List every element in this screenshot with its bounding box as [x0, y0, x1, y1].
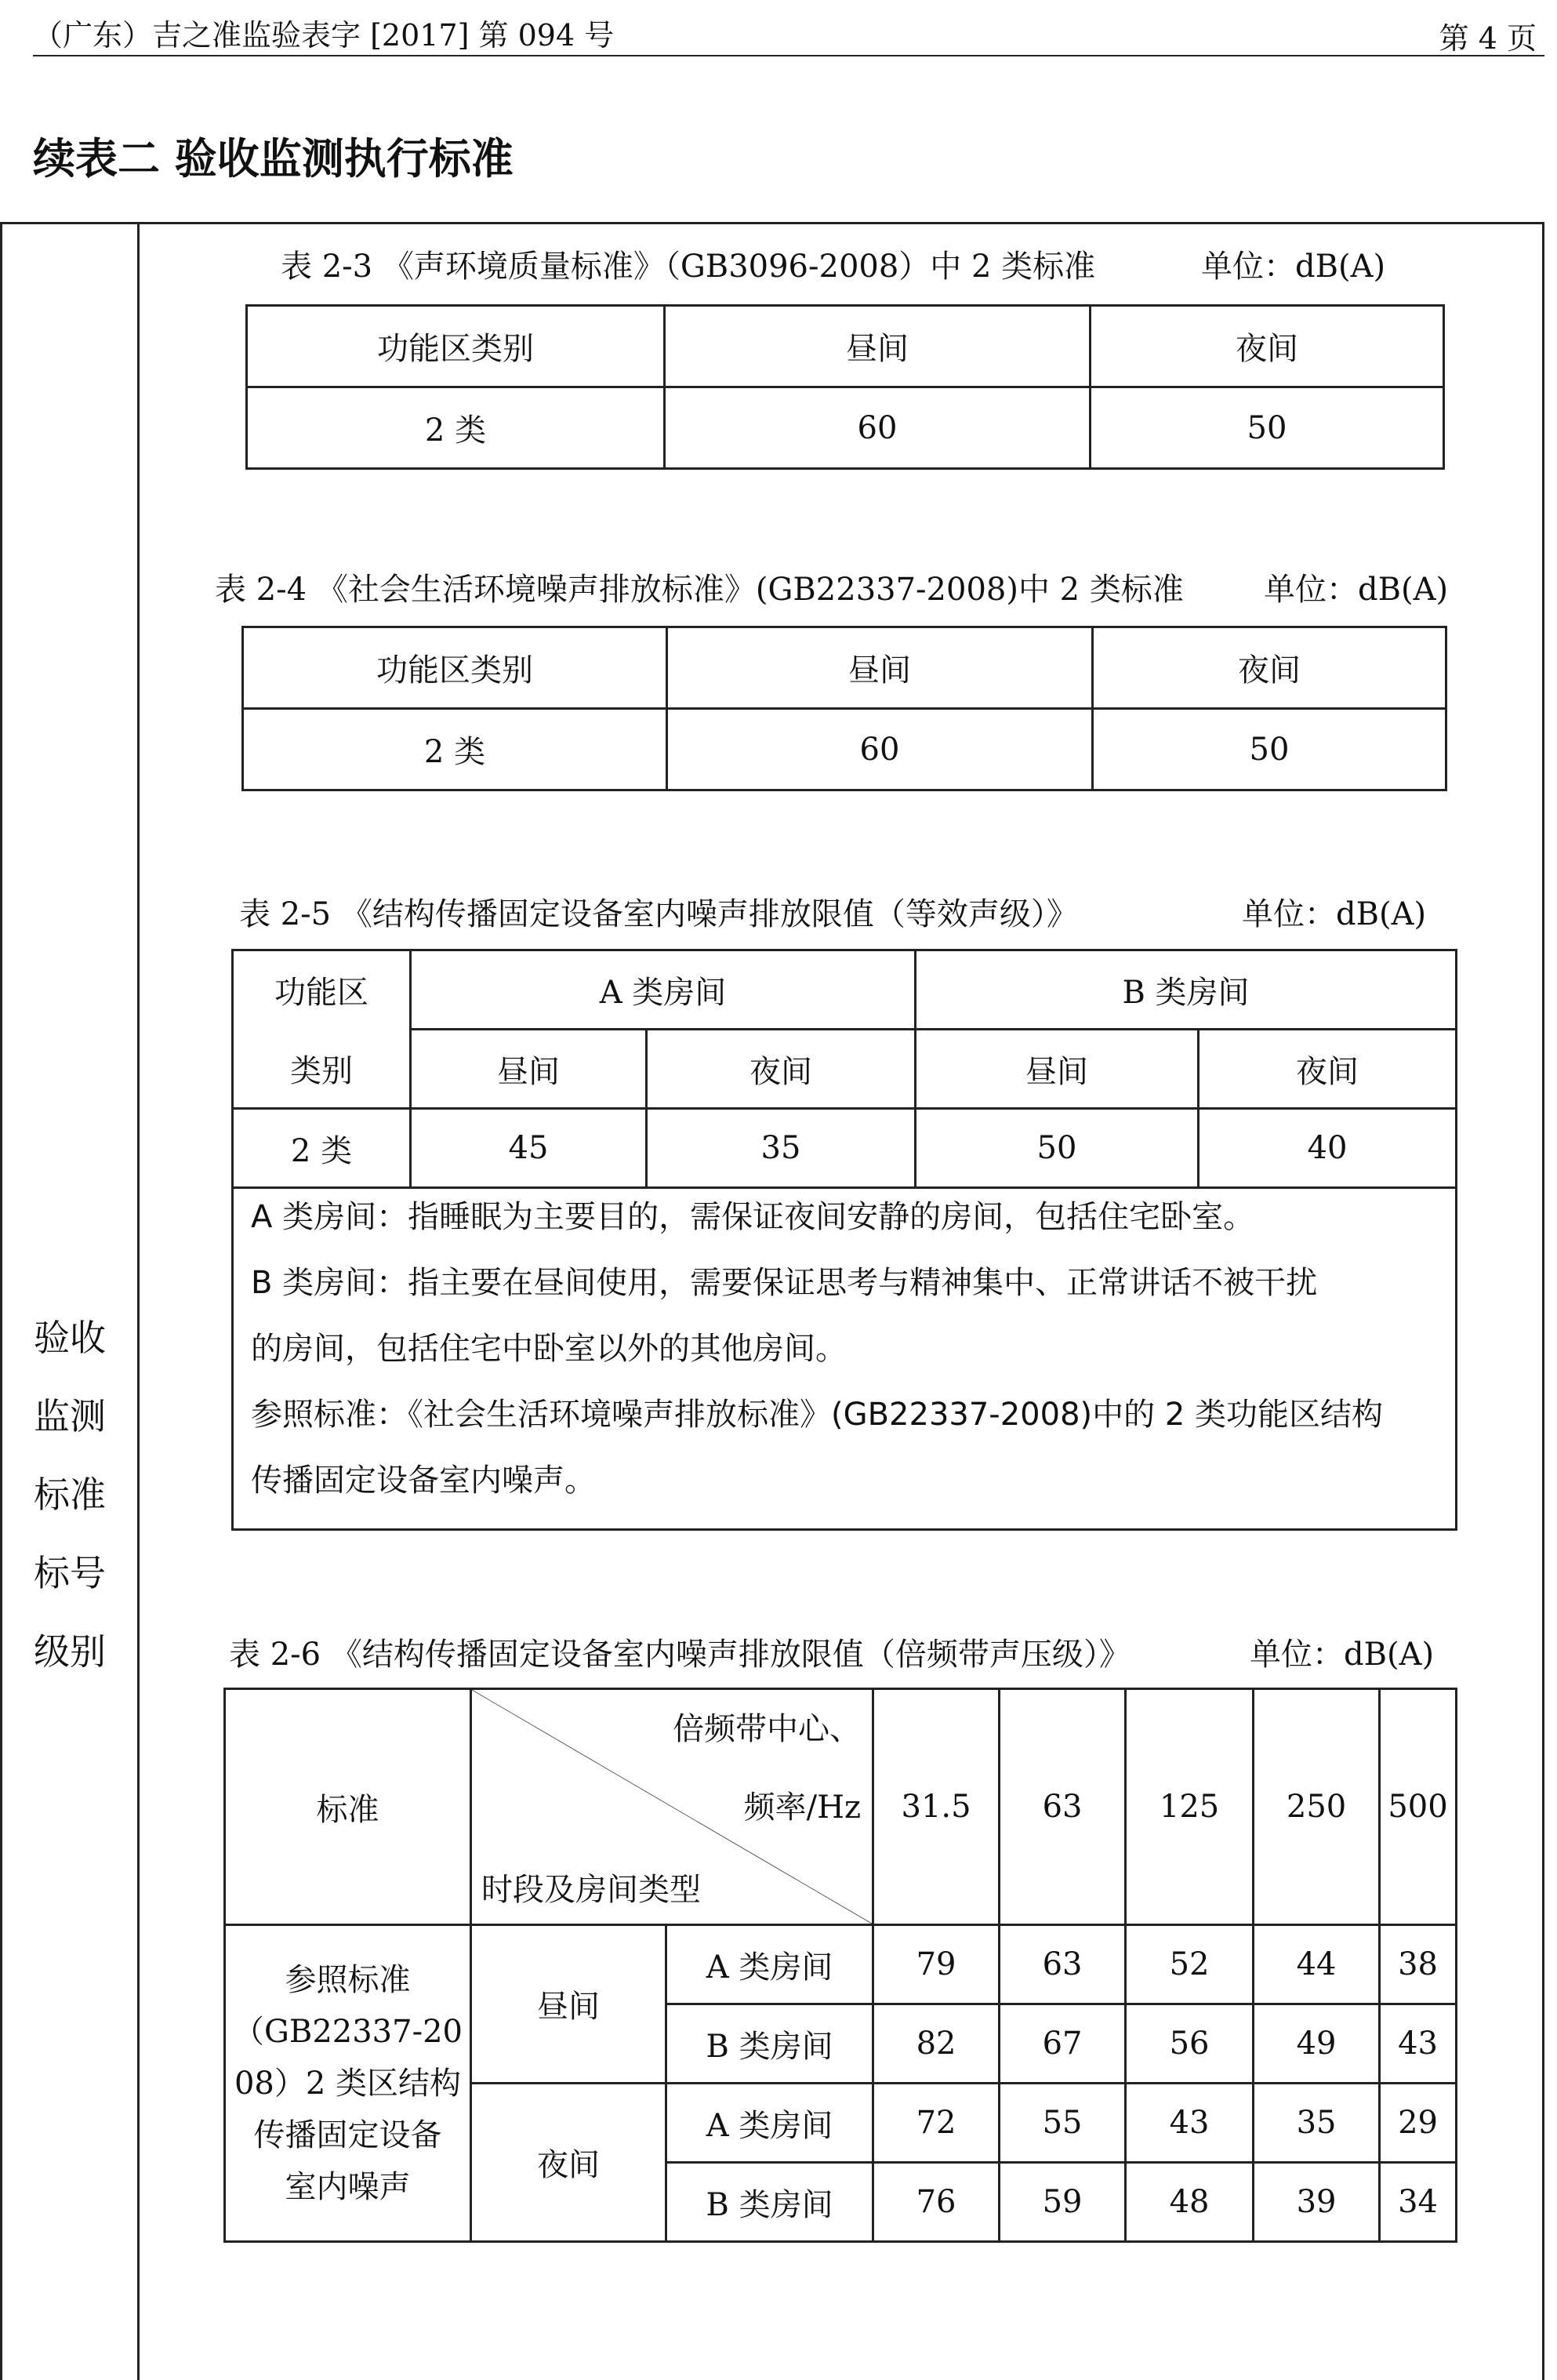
- table-cell: 43: [1126, 2084, 1254, 2163]
- diag-bottom-label: 时段及房间类型: [481, 1872, 701, 1908]
- table-cell: 44: [1254, 1925, 1380, 2004]
- table-cell: 72: [873, 2084, 1000, 2163]
- side-label-line: 标准: [34, 1473, 106, 1516]
- table-cell: 35: [647, 1109, 916, 1188]
- table-cell: 79: [873, 1925, 1000, 2004]
- table-2-3-unit: 单位：dB(A): [1201, 249, 1386, 285]
- header-cell: 夜间: [647, 1030, 916, 1109]
- table-cell: 48: [1126, 2163, 1254, 2242]
- table-cell: 34: [1380, 2163, 1457, 2242]
- header-cell: 功能区: [233, 950, 411, 1030]
- table-cell: 50: [916, 1109, 1199, 1188]
- room-type-cell: A 类房间: [666, 1925, 873, 2004]
- side-label-line: 监测: [34, 1395, 106, 1437]
- table-cell: 45: [411, 1109, 647, 1188]
- table-cell: 59: [1000, 2163, 1126, 2242]
- note-line: 传播固定设备室内噪声。: [251, 1463, 596, 1499]
- period-cell: 昼间: [471, 1925, 666, 2084]
- page-number: 第 4 页: [1439, 21, 1537, 56]
- table-2-5-unit: 单位：dB(A): [1242, 896, 1427, 932]
- table-cell: 40: [1199, 1109, 1457, 1188]
- period-cell: 夜间: [471, 2084, 666, 2242]
- table-2-6: [223, 1688, 1457, 2243]
- table-cell: 60: [665, 387, 1091, 469]
- side-label-line: 验收: [34, 1317, 106, 1359]
- freq-header: 250: [1254, 1689, 1380, 1925]
- table-cell: 55: [1000, 2084, 1126, 2163]
- page-header: [33, 0, 1544, 56]
- note-line: 的房间，包括住宅中卧室以外的其他房间。: [251, 1331, 847, 1367]
- freq-header: 125: [1126, 1689, 1254, 1925]
- header-cell: 夜间: [1093, 627, 1446, 709]
- frame-divider: [137, 224, 140, 2380]
- reference-standard-cell: [225, 1925, 471, 2242]
- note-line: A 类房间：指睡眠为主要目的，需保证夜间安静的房间，包括住宅卧室。: [251, 1199, 1255, 1235]
- table-cell: 2 类: [247, 387, 665, 469]
- table-cell: 56: [1126, 2004, 1254, 2084]
- diag-top-label: 倍频带中心、: [673, 1711, 862, 1747]
- table-2-5-notes: [251, 1184, 1474, 1513]
- freq-header: 63: [1000, 1689, 1126, 1925]
- ref-line: 室内噪声: [285, 2168, 411, 2205]
- freq-header: 500: [1380, 1689, 1457, 1925]
- table-cell: 63: [1000, 1925, 1126, 2004]
- header-cell: B 类房间: [916, 950, 1457, 1030]
- table-cell: 60: [667, 709, 1093, 790]
- table-cell: 35: [1254, 2084, 1380, 2163]
- header-cell: 标准: [225, 1689, 471, 1925]
- table-cell: 50: [1091, 387, 1444, 469]
- freq-header: 31.5: [873, 1689, 1000, 1925]
- side-label-line: 级别: [34, 1630, 106, 1673]
- table-cell: 67: [1000, 2004, 1126, 2084]
- ref-line: 参照标准: [285, 1961, 411, 1998]
- table-cell: 2 类: [243, 709, 667, 790]
- section-title: 续表二 验收监测执行标准: [33, 134, 514, 183]
- table-cell: 49: [1254, 2004, 1380, 2084]
- ref-line: 传播固定设备: [253, 2117, 442, 2153]
- table-2-4-caption: 表 2-4 《社会生活环境噪声排放标准》(GB22337-2008)中 2 类标准: [215, 572, 1184, 608]
- table-cell: 76: [873, 2163, 1000, 2242]
- room-type-cell: B 类房间: [666, 2004, 873, 2084]
- table-cell: 82: [873, 2004, 1000, 2084]
- table-cell: 50: [1093, 709, 1446, 790]
- diagonal-header-cell: [471, 1689, 873, 1925]
- table-2-3-caption: 表 2-3 《声环境质量标准》（GB3096-2008）中 2 类标准: [281, 249, 1096, 285]
- header-cell: 昼间: [411, 1030, 647, 1109]
- diag-mid-label: 频率/Hz: [743, 1790, 862, 1826]
- header-cell: 夜间: [1091, 306, 1444, 387]
- header-cell: A 类房间: [411, 950, 916, 1030]
- table-cell: 2 类: [233, 1109, 411, 1188]
- table-2-4-unit: 单位：dB(A): [1264, 572, 1449, 608]
- header-cell: 昼间: [667, 627, 1093, 709]
- document-number: （广东）吉之准监验表字 [2017] 第 094 号: [33, 18, 615, 53]
- ref-line: （GB22337-20: [232, 2013, 463, 2050]
- table-cell: 38: [1380, 1925, 1457, 2004]
- table-2-3: [245, 304, 1445, 470]
- table-cell: 29: [1380, 2084, 1457, 2163]
- room-type-cell: A 类房间: [666, 2084, 873, 2163]
- room-type-cell: B 类房间: [666, 2163, 873, 2242]
- note-line: B 类房间：指主要在昼间使用，需要保证思考与精神集中、正常讲话不被干扰: [251, 1265, 1318, 1301]
- table-2-5-caption: 表 2-5 《结构传播固定设备室内噪声排放限值（等效声级）》: [239, 896, 1078, 932]
- side-label: [34, 1299, 112, 1691]
- table-cell: 52: [1126, 1925, 1254, 2004]
- header-cell: 昼间: [665, 306, 1091, 387]
- header-cell: 类别: [233, 1030, 411, 1109]
- side-label-line: 标号: [34, 1552, 106, 1594]
- header-cell: 夜间: [1199, 1030, 1457, 1109]
- table-2-6-caption: 表 2-6 《结构传播固定设备室内噪声排放限值（倍频带声压级）》: [229, 1637, 1131, 1673]
- table-2-6-unit: 单位：dB(A): [1250, 1637, 1435, 1673]
- ref-line: 08）2 类区结构: [234, 2065, 462, 2102]
- header-cell: 功能区类别: [243, 627, 667, 709]
- table-cell: 43: [1380, 2004, 1457, 2084]
- header-cell: 昼间: [916, 1030, 1199, 1109]
- table-cell: 39: [1254, 2163, 1380, 2242]
- note-line: 参照标准：《社会生活环境噪声排放标准》(GB22337-2008)中的 2 类功能区结构: [251, 1397, 1384, 1433]
- table-2-4: [241, 626, 1447, 791]
- header-cell: 功能区类别: [247, 306, 665, 387]
